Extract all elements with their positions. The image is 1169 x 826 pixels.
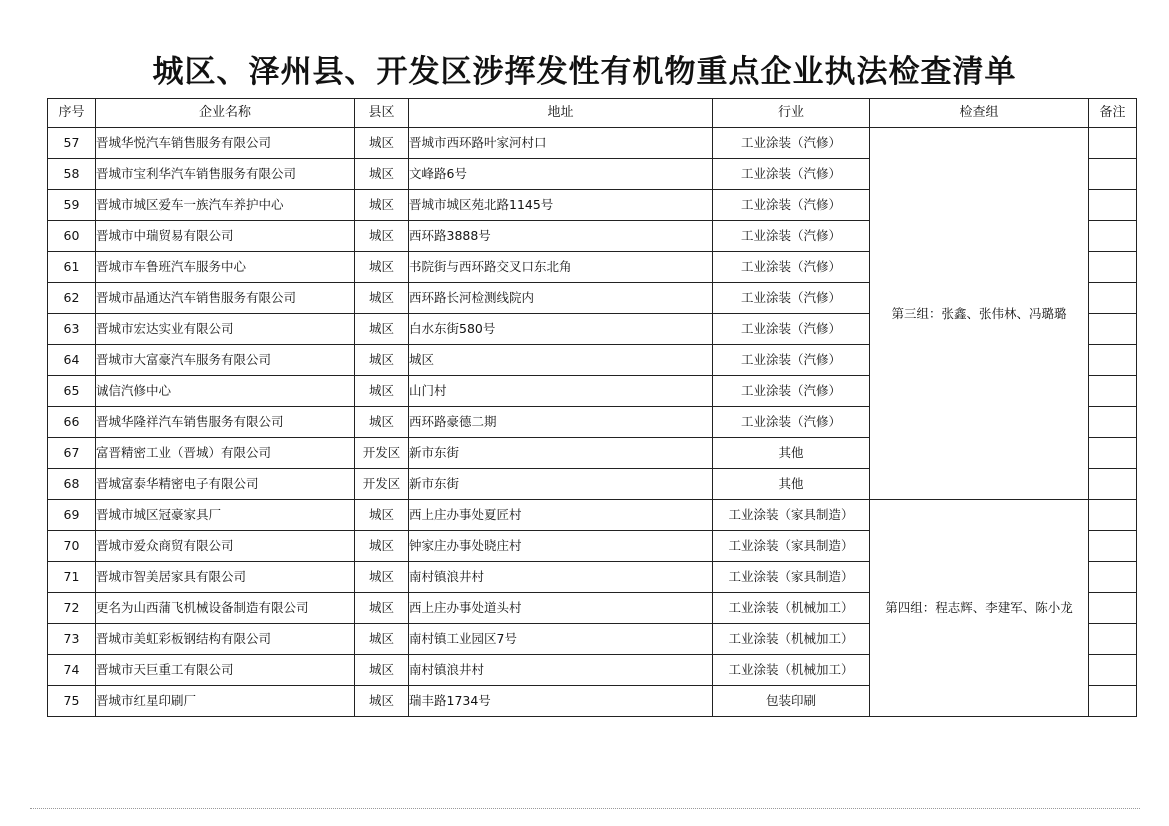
county: 城区 <box>355 190 409 221</box>
address: 晋城市城区苑北路1145号 <box>409 190 713 221</box>
row-number: 58 <box>48 159 96 190</box>
address: 钟家庄办事处晓庄村 <box>409 531 713 562</box>
row-number: 66 <box>48 407 96 438</box>
company-name: 晋城市车鲁班汽车服务中心 <box>96 252 355 283</box>
industry: 工业涂装（汽修） <box>713 376 870 407</box>
address: 书院街与西环路交叉口东北角 <box>409 252 713 283</box>
address: 白水东街580号 <box>409 314 713 345</box>
address: 晋城市西环路叶家河村口 <box>409 128 713 159</box>
industry: 工业涂装（汽修） <box>713 159 870 190</box>
header-company: 企业名称 <box>96 99 355 128</box>
county: 城区 <box>355 128 409 159</box>
industry: 工业涂装（汽修） <box>713 252 870 283</box>
address: 瑞丰路1734号 <box>409 686 713 717</box>
company-name: 晋城市宝利华汽车销售服务有限公司 <box>96 159 355 190</box>
company-name: 晋城市中瑞贸易有限公司 <box>96 221 355 252</box>
address: 西环路长河检测线院内 <box>409 283 713 314</box>
header-remark: 备注 <box>1089 99 1137 128</box>
county: 城区 <box>355 500 409 531</box>
industry: 工业涂装（机械加工） <box>713 655 870 686</box>
row-number: 64 <box>48 345 96 376</box>
company-name: 晋城市晶通达汽车销售服务有限公司 <box>96 283 355 314</box>
header-address: 地址 <box>409 99 713 128</box>
remark-cell <box>1089 531 1137 562</box>
industry: 工业涂装（汽修） <box>713 128 870 159</box>
company-name: 晋城市宏达实业有限公司 <box>96 314 355 345</box>
county: 城区 <box>355 252 409 283</box>
industry: 工业涂装（汽修） <box>713 314 870 345</box>
remark-cell <box>1089 469 1137 500</box>
remark-cell <box>1089 562 1137 593</box>
company-name: 晋城市城区冠豪家具厂 <box>96 500 355 531</box>
row-number: 68 <box>48 469 96 500</box>
address: 西上庄办事处道头村 <box>409 593 713 624</box>
county: 城区 <box>355 531 409 562</box>
county: 城区 <box>355 159 409 190</box>
row-number: 60 <box>48 221 96 252</box>
company-name: 晋城市智美居家具有限公司 <box>96 562 355 593</box>
county: 开发区 <box>355 469 409 500</box>
company-name: 诚信汽修中心 <box>96 376 355 407</box>
header-county: 县区 <box>355 99 409 128</box>
inspection-group: 第三组：张鑫、张伟林、冯璐璐 <box>870 128 1089 500</box>
header-group: 检查组 <box>870 99 1089 128</box>
company-name: 晋城市大富豪汽车服务有限公司 <box>96 345 355 376</box>
county: 城区 <box>355 655 409 686</box>
remark-cell <box>1089 283 1137 314</box>
remark-cell <box>1089 593 1137 624</box>
row-number: 69 <box>48 500 96 531</box>
remark-cell <box>1089 376 1137 407</box>
company-name: 晋城市美虹彩板钢结构有限公司 <box>96 624 355 655</box>
company-name: 晋城市天巨重工有限公司 <box>96 655 355 686</box>
address: 西环路豪德二期 <box>409 407 713 438</box>
address: 城区 <box>409 345 713 376</box>
remark-cell <box>1089 159 1137 190</box>
remark-cell <box>1089 314 1137 345</box>
row-number: 63 <box>48 314 96 345</box>
industry: 其他 <box>713 469 870 500</box>
company-name: 晋城华隆祥汽车销售服务有限公司 <box>96 407 355 438</box>
row-number: 57 <box>48 128 96 159</box>
table-row <box>48 500 1137 531</box>
address: 新市东街 <box>409 469 713 500</box>
row-number: 75 <box>48 686 96 717</box>
county: 城区 <box>355 562 409 593</box>
company-name: 晋城富泰华精密电子有限公司 <box>96 469 355 500</box>
table-row <box>48 128 1137 159</box>
remark-cell <box>1089 345 1137 376</box>
county: 城区 <box>355 314 409 345</box>
county: 城区 <box>355 221 409 252</box>
county: 城区 <box>355 686 409 717</box>
address: 新市东街 <box>409 438 713 469</box>
company-name: 晋城市红星印刷厂 <box>96 686 355 717</box>
industry: 工业涂装（家具制造） <box>713 500 870 531</box>
industry: 包装印刷 <box>713 686 870 717</box>
inspection-table <box>47 98 1137 717</box>
header-industry: 行业 <box>713 99 870 128</box>
county: 城区 <box>355 283 409 314</box>
industry: 工业涂装（汽修） <box>713 283 870 314</box>
company-name: 富晋精密工业（晋城）有限公司 <box>96 438 355 469</box>
address: 南村镇浪井村 <box>409 655 713 686</box>
row-number: 73 <box>48 624 96 655</box>
industry: 工业涂装（汽修） <box>713 221 870 252</box>
company-name: 更名为山西蒲飞机械设备制造有限公司 <box>96 593 355 624</box>
address: 山门村 <box>409 376 713 407</box>
county: 城区 <box>355 376 409 407</box>
remark-cell <box>1089 221 1137 252</box>
company-name: 晋城市爱众商贸有限公司 <box>96 531 355 562</box>
address: 西上庄办事处夏匠村 <box>409 500 713 531</box>
inspection-group: 第四组：程志辉、李建军、陈小龙 <box>870 500 1089 717</box>
remark-cell <box>1089 407 1137 438</box>
remark-cell <box>1089 686 1137 717</box>
industry: 工业涂装（机械加工） <box>713 624 870 655</box>
table-header-row <box>48 99 1137 128</box>
row-number: 59 <box>48 190 96 221</box>
address: 文峰路6号 <box>409 159 713 190</box>
industry: 工业涂装（家具制造） <box>713 562 870 593</box>
industry: 其他 <box>713 438 870 469</box>
row-number: 72 <box>48 593 96 624</box>
remark-cell <box>1089 624 1137 655</box>
remark-cell <box>1089 500 1137 531</box>
page-title: 城区、泽州县、开发区涉挥发性有机物重点企业执法检查清单 <box>152 54 1017 90</box>
county: 城区 <box>355 345 409 376</box>
industry: 工业涂装（汽修） <box>713 190 870 221</box>
remark-cell <box>1089 190 1137 221</box>
row-number: 65 <box>48 376 96 407</box>
row-number: 62 <box>48 283 96 314</box>
table-body <box>48 128 1137 717</box>
company-name: 晋城华悦汽车销售服务有限公司 <box>96 128 355 159</box>
company-name: 晋城市城区爱车一族汽车养护中心 <box>96 190 355 221</box>
industry: 工业涂装（汽修） <box>713 407 870 438</box>
county: 城区 <box>355 407 409 438</box>
address: 南村镇浪井村 <box>409 562 713 593</box>
county: 城区 <box>355 624 409 655</box>
remark-cell <box>1089 438 1137 469</box>
row-number: 61 <box>48 252 96 283</box>
industry: 工业涂装（机械加工） <box>713 593 870 624</box>
county: 开发区 <box>355 438 409 469</box>
address: 南村镇工业园区7号 <box>409 624 713 655</box>
remark-cell <box>1089 128 1137 159</box>
footer-divider <box>30 806 1140 809</box>
remark-cell <box>1089 252 1137 283</box>
row-number: 74 <box>48 655 96 686</box>
address: 西环路3888号 <box>409 221 713 252</box>
row-number: 67 <box>48 438 96 469</box>
row-number: 71 <box>48 562 96 593</box>
remark-cell <box>1089 655 1137 686</box>
county: 城区 <box>355 593 409 624</box>
industry: 工业涂装（家具制造） <box>713 531 870 562</box>
row-number: 70 <box>48 531 96 562</box>
industry: 工业涂装（汽修） <box>713 345 870 376</box>
header-no: 序号 <box>48 99 96 128</box>
